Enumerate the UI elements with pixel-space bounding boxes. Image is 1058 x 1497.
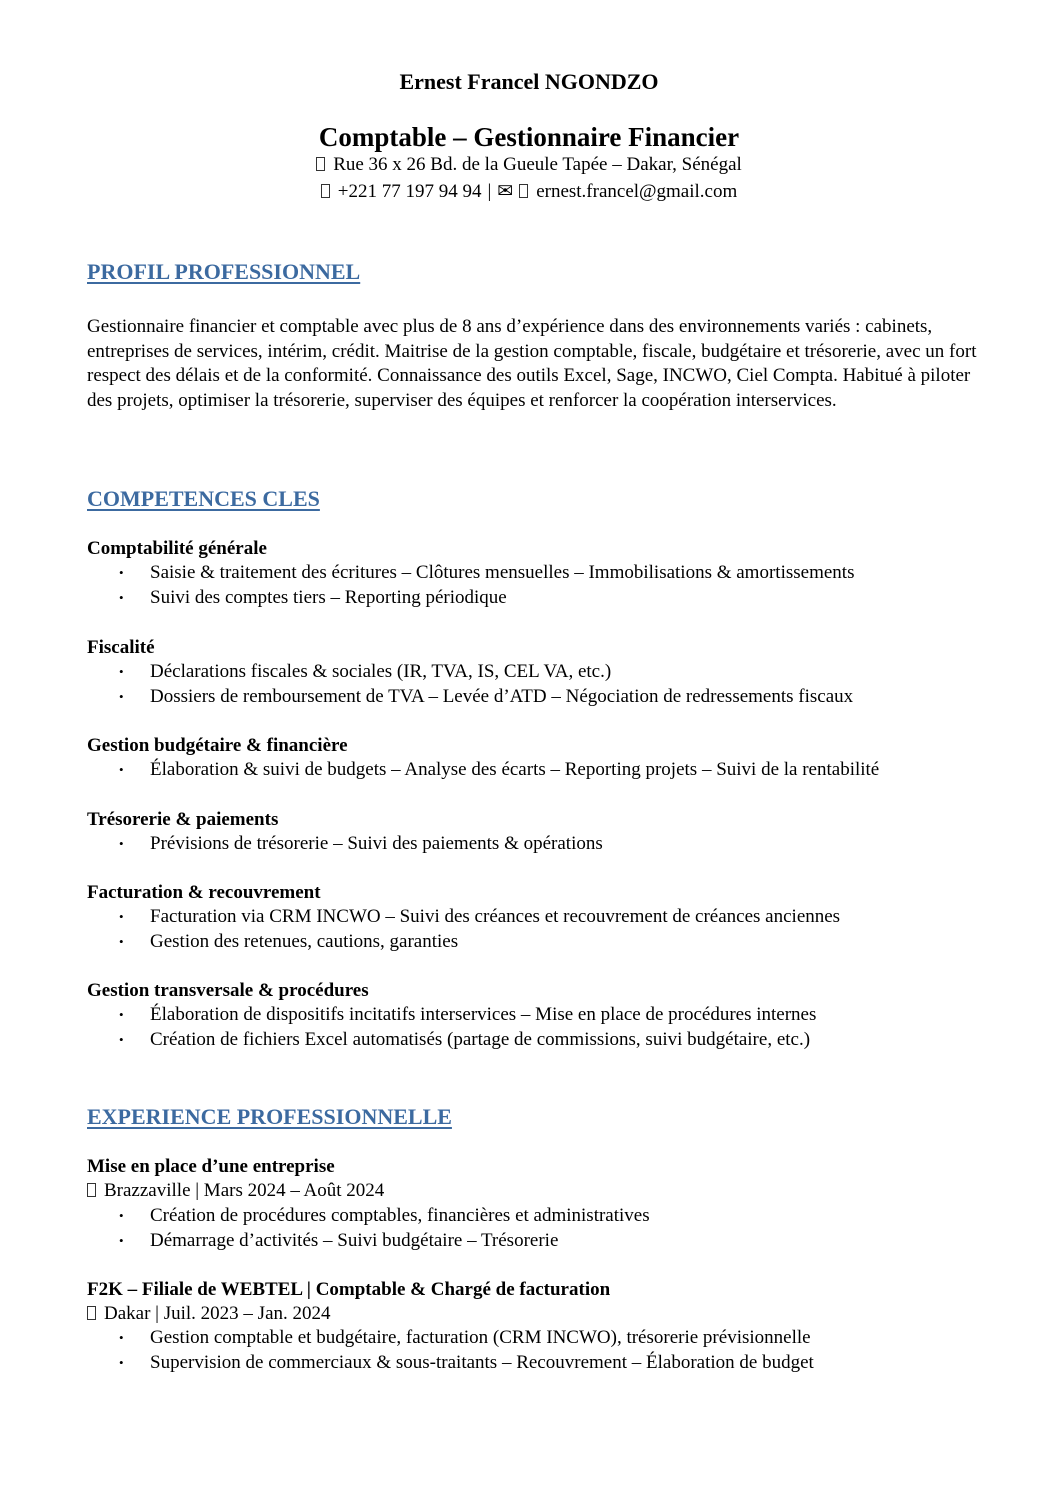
bullet-icon: • — [119, 1208, 124, 1223]
skill-list — [0, 1003, 816, 1052]
bullet-icon: • — [119, 762, 124, 777]
list-item: • Démarrage d’activités – Suivi budgétaire – Trésorerie — [0, 1229, 650, 1254]
list-item: • Suivi des comptes tiers – Reporting périodique — [0, 586, 854, 611]
list-item: • Supervision de commerciaux & sous-traitants – Recouvrement – Élaboration de budget — [0, 1351, 814, 1376]
job-title-entry: F2K – Filiale de WEBTEL | Comptable & Chargé de facturation — [87, 1279, 611, 1300]
bullet-icon: • — [119, 664, 124, 679]
section-heading-skills: COMPETENCES CLES — [87, 486, 320, 511]
list-item: • Création de fichiers Excel automatisés (partage de commissions, suivi budgétaire, etc.) — [0, 1028, 816, 1053]
list-item: • Prévisions de trésorerie – Suivi des paiements & opérations — [0, 832, 603, 857]
bullet-icon: • — [119, 933, 124, 949]
address-text: Rue 36 x 26 Bd. de la Gueule Tapée – Dakar, Sénégal — [333, 154, 742, 175]
bullet-icon: • — [119, 1354, 124, 1370]
list-item: • Facturation via CRM INCWO – Suivi des créances et recouvrement de créances anciennes — [0, 905, 840, 930]
profile-paragraph: Gestionnaire financier et comptable avec plus de 8 ans d’expérience dans des environnements variés : cabinets, entreprises de services, intérim, crédit. Maitrise de la gestion comptable, fiscale, budgétaire et trésorerie, avec un fort respect des délais et de la conformité. Connaissance des outils Excel, Sage, INCWO, Ciel Compta. Habitué à piloter des projets, optimiser la trésorerie, superviser des équipes et renforcer la coopération interservices. — [87, 316, 977, 411]
section-heading-experience: EXPERIENCE PROFESSIONNELLE — [87, 1104, 452, 1129]
bullet-icon: • — [119, 1007, 124, 1022]
contact-line — [0, 179, 1058, 205]
skill-group-title: Trésorerie & paiements — [87, 809, 279, 830]
list-item: • Gestion des retenues, cautions, garanties — [0, 930, 840, 955]
link-icon — [519, 184, 528, 198]
location-icon — [87, 1306, 96, 1320]
list-item: • Dossiers de remboursement de TVA – Levée d’ATD – Négociation de redressements fiscaux — [0, 685, 853, 710]
location-icon — [316, 157, 325, 171]
list-item: • Gestion comptable et budgétaire, facturation (CRM INCWO), trésorerie prévisionnelle — [0, 1326, 814, 1351]
address-line — [0, 152, 1058, 178]
bullet-icon: • — [119, 909, 124, 924]
job-title-entry: Mise en place d’une entreprise — [87, 1156, 335, 1177]
skill-list — [0, 832, 603, 857]
skill-group-title: Gestion budgétaire & financière — [87, 735, 348, 756]
bullet-icon: • — [119, 688, 124, 704]
skill-group-title: Fiscalité — [87, 637, 155, 658]
list-item: • Élaboration de dispositifs incitatifs interservices – Mise en place de procédures internes — [0, 1003, 816, 1028]
list-item: • Création de procédures comptables, financières et administratives — [0, 1204, 650, 1229]
skill-list — [0, 905, 840, 954]
job-task-list — [0, 1204, 650, 1253]
bullet-icon: • — [119, 589, 124, 605]
location-icon — [87, 1183, 96, 1197]
bullet-icon: • — [119, 1031, 124, 1047]
job-title: Comptable – Gestionnaire Financier — [318, 122, 740, 152]
email-address[interactable]: ernest.francel@gmail.com — [536, 181, 738, 202]
list-item: • Élaboration & suivi de budgets – Analyse des écarts – Reporting projets – Suivi de la rentabilité — [0, 758, 879, 783]
list-item: • Déclarations fiscales & sociales (IR, TVA, IS, CEL VA, etc.) — [0, 660, 853, 685]
job-task-list — [0, 1326, 814, 1375]
skill-group-title: Comptabilité générale — [87, 538, 267, 559]
skill-list — [0, 758, 879, 783]
skill-group-title: Gestion transversale & procédures — [87, 980, 369, 1001]
phone-number[interactable]: +221 77 197 94 94 — [337, 181, 482, 202]
phone-icon — [321, 184, 330, 198]
section-heading-profile: PROFIL PROFESSIONNEL — [87, 259, 361, 284]
skill-list — [0, 561, 854, 610]
skill-group-title: Facturation & recouvrement — [87, 882, 321, 903]
bullet-icon: • — [119, 1232, 124, 1248]
bullet-icon: • — [119, 565, 124, 580]
list-item: • Saisie & traitement des écritures – Clôtures mensuelles – Immobilisations & amortissements — [0, 561, 854, 586]
job-meta: Brazzaville | Mars 2024 – Août 2024 — [87, 1179, 384, 1203]
job-meta: Dakar | Juil. 2023 – Jan. 2024 — [87, 1302, 331, 1326]
bullet-icon: • — [119, 1330, 124, 1345]
candidate-name: Ernest Francel NGONDZO — [399, 69, 659, 94]
email-icon: ✉ — [497, 181, 514, 202]
separator: | — [487, 181, 492, 202]
bullet-icon: • — [119, 836, 124, 851]
skill-list — [0, 660, 853, 709]
